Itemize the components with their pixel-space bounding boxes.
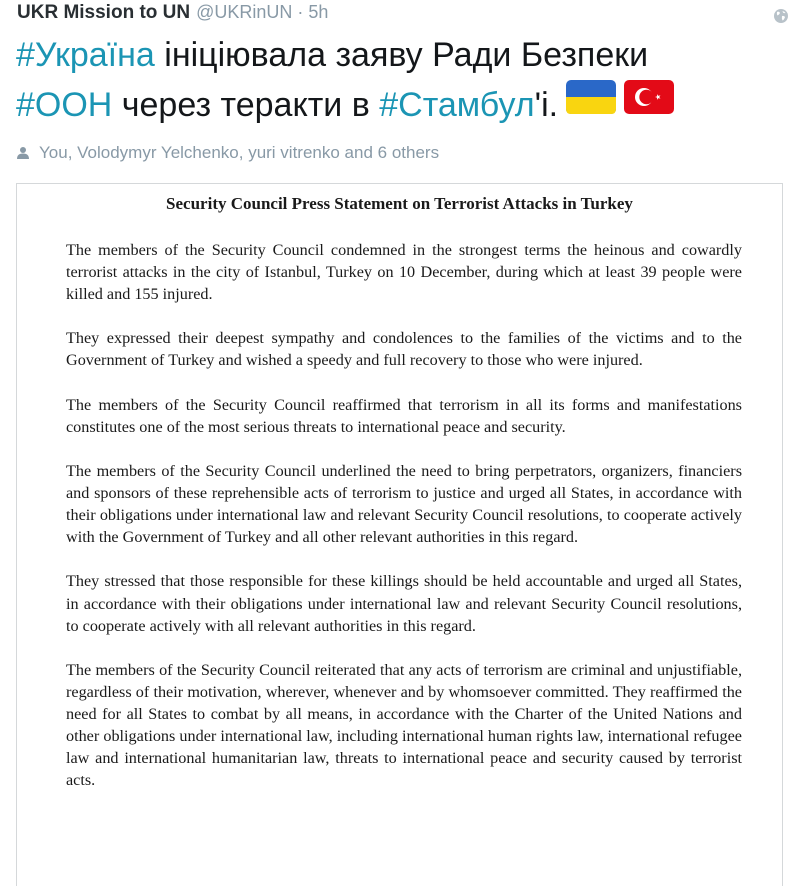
hashtag-istanbul[interactable]: #Стамбул [379, 86, 535, 124]
liked-by-row[interactable] [16, 142, 439, 164]
document-paragraph: They expressed their deepest sympathy and condolences to the families of the victims and to the Government of Turkey and wished a speedy and full recovery to those who were injured. [66, 329, 742, 370]
tweet-text-segment: ініціювала заяву Ради Безпеки [154, 36, 649, 74]
document-paragraph: The members of the Security Council underlined the need to bring perpetrators, organizers, financiers and sponsors of these reprehensible acts of terrorism to justice and urged all States, in accordance with their obligations under international law and relevant Security Council resolutions, to cooperate actively with the Government of Turkey and all other relevant authorities in this regard. [66, 461, 742, 547]
tweet-text-segment: 'і. [534, 86, 559, 124]
attached-document-image[interactable] [16, 183, 783, 886]
turkey-flag-icon [624, 78, 674, 128]
tweet-text [16, 30, 796, 130]
document-title: Security Council Press Statement on Terrorist Attacks in Turkey [166, 194, 633, 213]
author-name[interactable]: UKR Mission to UN [17, 2, 191, 23]
tweet-timestamp[interactable]: 5h [308, 2, 329, 22]
liked-by-text: You, Volodymyr Yelchenko, yuri vitrenko and 6 others [39, 143, 440, 162]
header-separator: · [297, 2, 304, 22]
tweet-header [17, 2, 328, 28]
ukraine-flag-icon [566, 78, 616, 128]
author-handle[interactable]: @UKRinUN [196, 2, 293, 22]
document-paragraph: The members of the Security Council reiterated that any acts of terrorism are criminal and unjustifiable, regardless of their motivation, wherever, whenever and by whomsoever committed. They reaffirmed the need for all States to combat by all means, in accordance with the Charter of the United Nations and other obligations under international law, including international human rights law, international refugee law and international humanitarian law, threats to international peace and security caused by terrorist acts. [66, 660, 742, 790]
tweet-text-line-1 [16, 30, 796, 80]
hashtag-un[interactable]: #ООН [16, 86, 113, 124]
document-body [66, 239, 742, 813]
globe-icon [773, 8, 789, 24]
document-paragraph: They stressed that those responsible for these killings should be held accountable and urged all States, in accordance with their obligations under international law and relevant Security Council resolutions, to cooperate actively with all relevant authorities in this regard. [66, 572, 742, 635]
document-paragraph: The members of the Security Council condemned in the strongest terms the heinous and cowardly terrorist attacks in the city of Istanbul, Turkey on 10 December, during which at least 39 people were killed and 155 injured. [66, 241, 742, 304]
tweet-text-line-2 [16, 80, 796, 130]
hashtag-ukraine[interactable]: #Україна [16, 36, 155, 74]
document-paragraph: The members of the Security Council reaffirmed that terrorism in all its forms and manifestations constitutes one of the most serious threats to international peace and security. [66, 395, 742, 436]
tweet-text-segment: через теракти в [112, 86, 380, 124]
person-icon [16, 146, 30, 160]
